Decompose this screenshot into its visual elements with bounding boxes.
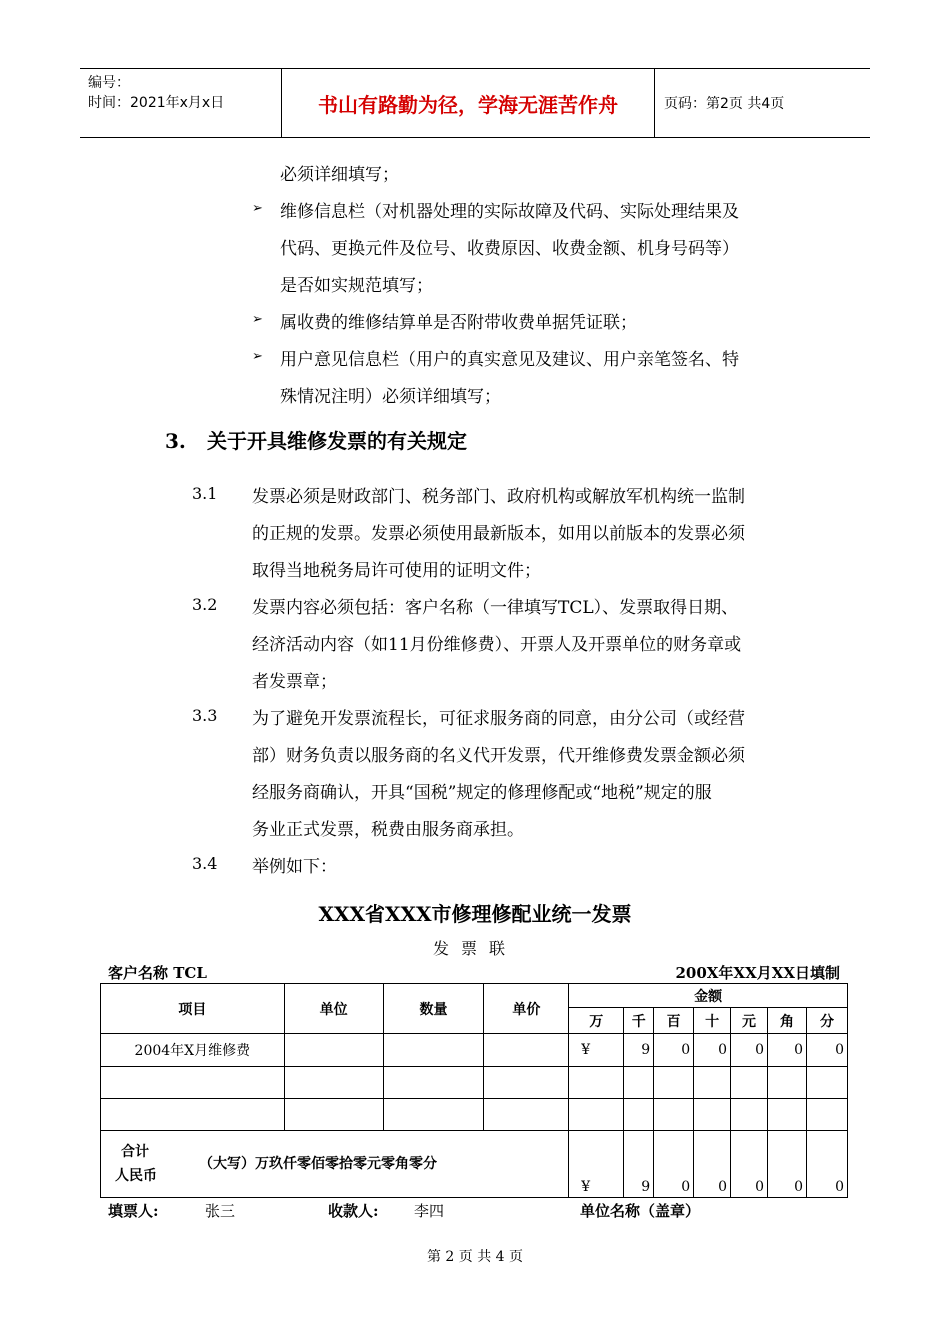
row-digit: 0 [654, 1034, 694, 1067]
invoice-date: 200X年XX月XX日填制 [675, 964, 840, 982]
row-item: 2004年X月维修费 [101, 1034, 285, 1067]
body-line: 必须详细填写； [280, 165, 399, 185]
seal-label: 单位名称（盖章） [580, 1202, 701, 1220]
row-digit: 9 [624, 1034, 654, 1067]
clause-number: 3.4 [192, 854, 218, 873]
body-line: 用户意见信息栏（用户的真实意见及建议、用户亲笔签名、特 [280, 350, 739, 370]
clause-line: 为了避免开发票流程长，可征求服务商的同意，由分公司（或经营 [252, 709, 745, 729]
section-heading [165, 425, 467, 454]
clause-line: 发票必须是财政部门、税务部门、政府机构或解放军机构统一监制 [252, 487, 745, 507]
arrow-bullet-icon: ➢ [252, 349, 263, 364]
digit-header: 百 [654, 1008, 694, 1034]
clause-line: 的正规的发票。发票必须使用最新版本，如用以前版本的发票必须 [252, 524, 745, 544]
clause-line: 经济活动内容（如11月份维修费）、开票人及开票单位的财务章或 [252, 635, 742, 655]
total-amount-words: （大写）万玖仟零佰零拾零元零角零分 [199, 1156, 437, 1172]
payee-label: 收款人: [328, 1202, 379, 1220]
number-label: 编号： [88, 75, 130, 91]
clause-line: 部）财务负责以服务商的名义代开发票，代开维修费发票金额必须 [252, 746, 745, 766]
row-digit: 0 [806, 1034, 847, 1067]
body-line: 代码、更换元件及位号、收费原因、收费金额、机身号码等） [280, 239, 739, 259]
digit-header: 十 [694, 1008, 731, 1034]
time-label: 时间：2021年x月x日 [88, 95, 225, 111]
digit-header: 千 [624, 1008, 654, 1034]
row-digit: ¥ [569, 1034, 624, 1067]
clause-line: 务业正式发票，税费由服务商承担。 [252, 820, 524, 840]
total-digit: 0 [654, 1131, 694, 1198]
section-title: 关于开具维修发票的有关规定 [207, 429, 467, 453]
total-digit: 9 [624, 1131, 654, 1198]
body-line: 属收费的维修结算单是否附带收费单据凭证联； [280, 313, 637, 333]
motto: 书山有路勤为径，学海无涯苦作舟 [282, 69, 655, 137]
row-digit: 0 [768, 1034, 807, 1067]
table-row [101, 1099, 848, 1131]
row-digit: 0 [694, 1034, 731, 1067]
digit-header: 角 [768, 1008, 807, 1034]
total-digit: 0 [768, 1131, 807, 1198]
page-number: 第 2 页 共 4 页 [426, 1249, 524, 1265]
clause-line: 者发票章； [252, 672, 337, 692]
header-unit: 单位 [284, 984, 383, 1034]
clause-number: 3.2 [192, 595, 218, 614]
clause-number: 3.1 [192, 484, 218, 503]
body-line: 维修信息栏（对机器处理的实际故障及代码、实际处理结果及 [280, 202, 739, 222]
clause-line: 经服务商确认，开具“国税”规定的修理修配或“地税”规定的服 [252, 783, 712, 803]
header-qty: 数量 [383, 984, 484, 1034]
digit-header: 元 [731, 1008, 768, 1034]
total-label: 人民币 [115, 1168, 157, 1184]
arrow-bullet-icon: ➢ [252, 201, 263, 216]
total-digit: 0 [806, 1131, 847, 1198]
row-digit: 0 [731, 1034, 768, 1067]
digit-header: 分 [806, 1008, 847, 1034]
total-label: 合计 [121, 1144, 149, 1160]
document-header [80, 68, 870, 138]
total-row [101, 1131, 848, 1198]
header-price: 单价 [484, 984, 569, 1034]
arrow-bullet-icon: ➢ [252, 312, 263, 327]
clause-line: 取得当地税务局许可使用的证明文件； [252, 561, 541, 581]
drawer-label: 填票人: [108, 1202, 159, 1220]
invoice-subtitle: 发票联 [432, 939, 517, 958]
header-amount: 金额 [569, 984, 848, 1008]
total-digit: 0 [694, 1131, 731, 1198]
clause-line: 举例如下： [252, 857, 337, 877]
header-item: 项目 [101, 984, 285, 1034]
clause-line: 发票内容必须包括：客户名称（一律填写TCL）、发票取得日期、 [252, 598, 739, 618]
section-number: 3. [165, 429, 186, 453]
digit-header: 万 [569, 1008, 624, 1034]
drawer-name: 张三 [205, 1202, 236, 1220]
total-digit: ¥ [569, 1131, 624, 1198]
table-row [101, 1034, 848, 1067]
invoice-customer: 客户名称 TCL [108, 964, 207, 982]
total-digit: 0 [731, 1131, 768, 1198]
invoice-title: XXX省XXX市修理修配业统一发票 [318, 902, 632, 926]
table-row [101, 1067, 848, 1099]
page-label: 页码：第2页 共4页 [664, 96, 785, 112]
clause-number: 3.3 [192, 706, 218, 725]
header-meta [80, 69, 282, 137]
body-line: 是否如实规范填写； [280, 276, 433, 296]
payee-name: 李四 [414, 1202, 445, 1220]
body-line: 殊情况注明）必须详细填写； [280, 387, 501, 407]
invoice-table [100, 983, 848, 1198]
